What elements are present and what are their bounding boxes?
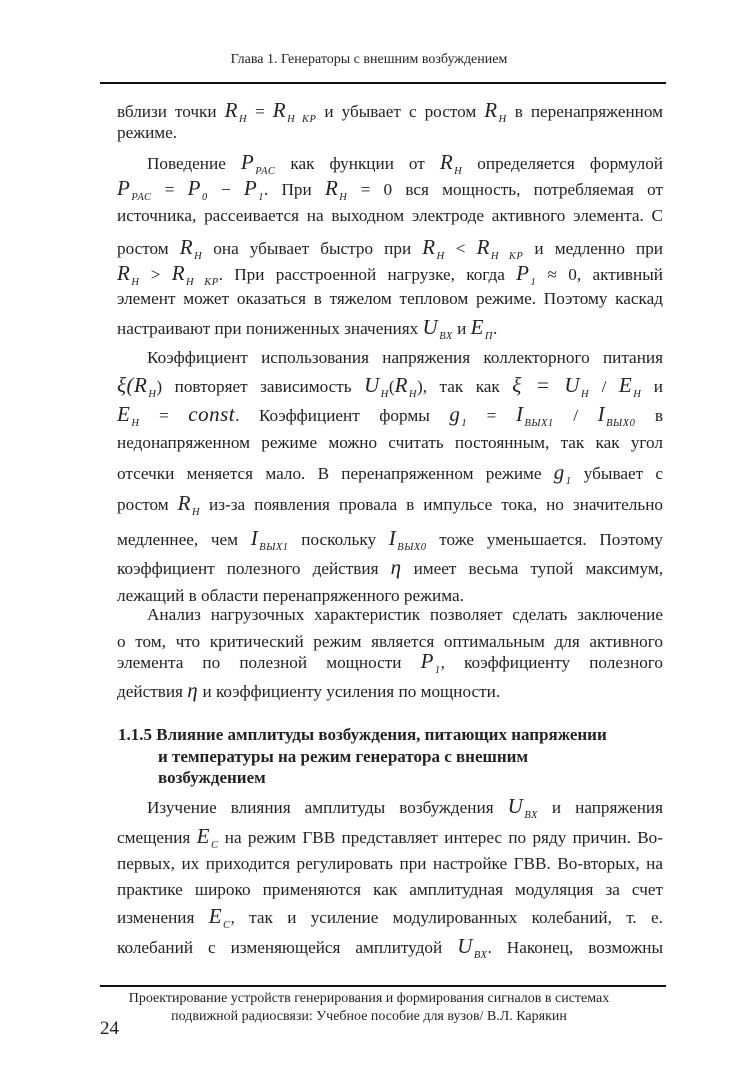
math-symbol: $U_{ВХ}$	[422, 315, 453, 342]
math-symbol: $E_С$	[208, 904, 231, 931]
footer-citation-line: подвижной радиосвязи: Учебное пособие для вузов/ В.Л. Карякин	[171, 1009, 567, 1024]
running-header: Глава 1. Генераторы с внешним возбуждением	[230, 52, 508, 67]
math-symbol: $R_{Н КР}$	[272, 98, 317, 125]
footer-citation-line: Проектирование устройств генерирования и формирования сигналов в системах	[128, 991, 610, 1006]
math-symbol: $I_{ВЫХ0}$	[388, 526, 427, 553]
math-symbol: $P_1$	[243, 176, 264, 203]
text-line: Коэффициент использования напряжения коллекторного питания	[147, 348, 663, 367]
text-line: режиме.	[117, 123, 178, 142]
text-line: недонапряженном режиме можно считать постоянным, так как угол	[117, 433, 663, 452]
math-symbol: $U_{ВХ}$	[507, 794, 538, 821]
math-symbol: $P_1$	[516, 261, 537, 288]
math-symbol: $g_1$	[553, 460, 572, 487]
math-symbol: $R_Н$	[117, 261, 140, 288]
text-line: коэффициент полезного действия η имеет весьма тупой максимум,	[117, 555, 663, 579]
math-symbol: $R_Н$	[324, 176, 348, 203]
math-symbol: $I_{ВЫХ0}$	[597, 402, 636, 429]
text-line: Изучение влияния амплитуды возбуждения $U_{ВХ}$ и напряжения	[147, 794, 664, 821]
text-line: элемент может оказаться в тяжелом тепловом режиме. Поэтому каскад	[117, 289, 663, 308]
text-line: первых, их приходится регулировать при настройке ГВВ. Во-вторых, на	[117, 854, 663, 873]
text-line: Анализ нагрузочных характеристик позволяет сделать заключение	[147, 605, 663, 624]
math-symbol: $U_{ВХ}$	[457, 934, 488, 961]
text-line: ростом $R_Н$ из-за появления провала в импульсе тока, но значительно	[117, 491, 663, 518]
text-line: элемента по полезной мощности $P_1$, коэффициенту полезного	[117, 649, 663, 676]
section-heading-line: и температуры на режим генератора с внешним	[158, 747, 529, 766]
math-symbol: $E_Н$	[618, 373, 642, 400]
page-number: 24	[100, 1018, 119, 1039]
math-symbol: $P_0$	[187, 176, 208, 203]
header-rule	[100, 82, 666, 84]
math-symbol: $R_Н$	[422, 235, 445, 262]
text-line: Поведение $P_{РАС}$ как функции от $R_Н$ определяется формулой	[147, 150, 663, 177]
math-symbol: $R_{Н КР}$	[476, 235, 524, 262]
math-symbol: $R_Н$	[179, 235, 203, 262]
math-symbol: $P_1$	[420, 649, 441, 676]
text-line: источника, рассеивается на выходном электроде активного элемента. С	[117, 206, 663, 225]
math-symbol: $P_{РАС}$	[240, 150, 276, 177]
text-line: колебаний с изменяющейся амплитудой $U_{ВХ}$. Наконец, возможны	[117, 934, 664, 961]
math-symbol: $R_Н$	[484, 98, 507, 125]
text-line: смещения $E_С$ на режим ГВВ представляет интерес по ряду причин. Во-	[117, 824, 663, 851]
text-line: действия η и коэффициенту усиления по мощности.	[117, 678, 501, 702]
math-symbol: $R_{Н КР}$	[171, 261, 219, 288]
text-line: вблизи точки $R_Н = R_{Н КР}$ и убывает с ростом $R_Н$ в перенапряженном	[117, 98, 663, 125]
footer-rule	[100, 985, 666, 987]
text-line: изменения $E_С$, так и усиление модулированных колебаний, т. е.	[117, 904, 663, 931]
math-symbol: $E_С$	[196, 824, 219, 851]
math-symbol: $\xi(R_Н$	[117, 373, 157, 400]
text-line: $P_{РАС} = P_0 - P_1$. При $R_Н = 0$ вся мощность, потребляемая от	[117, 176, 663, 203]
math-symbol: $\xi = U_Н$	[512, 373, 590, 400]
section-heading-line: возбуждением	[158, 768, 266, 787]
math-symbol: const	[188, 402, 236, 426]
math-symbol: $g_1$	[449, 402, 468, 429]
text-line: лежащий в области перенапряженного режима.	[117, 586, 464, 605]
text-line: о том, что критический режим является оптимальным для активного	[117, 632, 663, 651]
math-symbol: $R_Н$	[177, 491, 201, 518]
text-line: практике широко применяются как амплитудная модуляция за счет	[117, 880, 663, 899]
math-symbol: $I_{ВЫХ1}$	[250, 526, 289, 553]
math-symbol: η	[187, 678, 199, 702]
text-line: $R_Н > R_{Н КР}$. При расстроенной нагрузке, когда $P_1 \approx 0$, активный	[117, 261, 663, 288]
math-symbol: $E_Н$	[117, 402, 140, 429]
text-line: $\xi(R_Н)$ повторяет зависимость $U_Н(R_Н)$, так как $\xi = U_Н / E_Н$ и	[117, 373, 664, 400]
text-line: медленнее, чем $I_{ВЫХ1}$ поскольку $I_{ВЫХ0}$ тоже уменьшается. Поэтому	[117, 526, 664, 553]
math-symbol: $I_{ВЫХ1}$	[515, 402, 554, 429]
math-symbol: $P_{РАС}$	[117, 176, 152, 203]
section-heading-line: 1.1.5 Влияние амплитуды возбуждения, питающих напряжении	[118, 725, 607, 744]
math-symbol: $E_П$	[470, 315, 493, 342]
math-symbol: η	[390, 555, 402, 579]
text-line: настраивают при пониженных значениях $U_{ВХ}$ и $E_П$.	[117, 315, 498, 342]
text-line: отсечки меняется мало. В перенапряженном режиме $g_1$ убывает с	[117, 460, 663, 487]
text-line: $E_Н$ = const. Коэффициент формы $g_1 = I_{ВЫХ1} / I_{ВЫХ0}$ в	[117, 402, 663, 429]
math-symbol: $R_Н$	[394, 373, 417, 400]
math-symbol: $R_Н$	[439, 150, 463, 177]
math-symbol: $U_Н$	[364, 373, 389, 400]
text-line: ростом $R_Н$ она убывает быстро при $R_Н < R_{Н КР}$ и медленно при	[117, 235, 663, 262]
math-symbol: $R_Н$	[224, 98, 248, 125]
